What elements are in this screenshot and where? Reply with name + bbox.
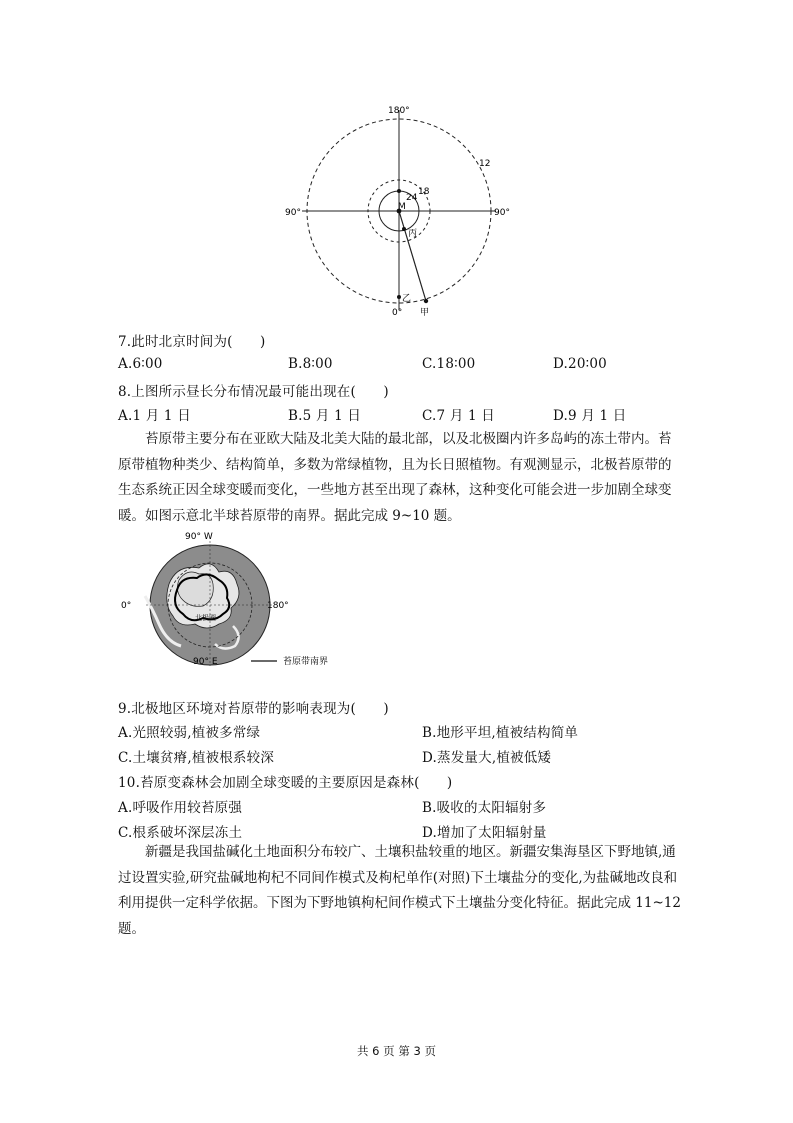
label-90e: 90° E — [193, 657, 218, 666]
q7-option-c[interactable]: C.18∶00 — [422, 356, 476, 372]
label-90w: 90° W — [185, 532, 213, 542]
q8-option-a[interactable]: A.1 月 1 日 — [118, 408, 191, 424]
q8-option-d[interactable]: D.9 月 1 日 — [553, 408, 627, 424]
q10-option-c[interactable]: C.根系破坏深层冻土 — [118, 825, 243, 841]
legend-label: 苔原带南界 — [283, 657, 329, 666]
label-arctic-circle: 北极圈 — [195, 614, 216, 622]
label-jia: 甲 — [420, 308, 430, 318]
q8-option-b[interactable]: B.5 月 1 日 — [288, 408, 362, 424]
q7-option-b[interactable]: B.8∶00 — [288, 356, 333, 372]
q9-option-a[interactable]: A.光照较弱,植被多常绿 — [118, 725, 261, 741]
label-0: 0° — [392, 308, 403, 318]
label-180: 180° — [388, 106, 410, 116]
label-90-left: 90° — [285, 208, 301, 218]
q9-option-d[interactable]: D.蒸发量大,植被低矮 — [422, 750, 552, 766]
q8-option-c[interactable]: C.7 月 1 日 — [422, 408, 495, 424]
q7-option-a[interactable]: A.6∶00 — [118, 356, 163, 372]
label-yi: 乙 — [402, 294, 412, 304]
passage-tundra: 苔原带主要分布在亚欧大陆及北美大陆的最北部，以及北极圈内许多岛屿的冻土带内。苔原带植物种类少、结构简单，多数为常绿植物，且为长日照植物。有观测显示，北极苔原带的生态系统正因全球变暖而变化，一些地方甚至出现了森林，这种变化可能会进一步加剧全球变暖。如图示意北半球苔原带的南界。据此完成 9~10 题。 — [118, 431, 672, 524]
q10-stem: 10.苔原变森林会加剧全球变暖的主要原因是森林( ) — [118, 775, 453, 791]
page-footer: 共 6 页 第 3 页 — [357, 1044, 436, 1058]
point-jia — [424, 299, 428, 303]
q9-option-c[interactable]: C.土壤贫瘠,植被根系较深 — [118, 750, 275, 766]
polar-daylight-diagram — [280, 100, 520, 322]
passage-saline-soil: 新疆是我国盐碱化土地面积分布较广、土壤积盐较重的地区。新疆安集海垦区下野地镇,通过设置实验,研究盐碱地枸杞不同间作模式及枸杞单作(对照)下土壤盐分的变化,为盐碱地改良和利用提供一定科学依据。下图为下野地镇枸杞间作模式下土壤盐分变化特征。据此完成 11~12 题。 — [118, 844, 681, 937]
label-bing: 丙 — [408, 229, 418, 239]
q10-option-b[interactable]: B.吸收的太阳辐射多 — [422, 800, 547, 816]
point-yi — [397, 295, 401, 299]
label-24: 24 — [406, 193, 418, 203]
q10-option-a[interactable]: A.呼吸作用较苔原强 — [118, 800, 243, 816]
point-24 — [397, 189, 401, 193]
q10-option-d[interactable]: D.增加了太阳辐射量 — [422, 825, 547, 841]
point-bing — [402, 227, 406, 231]
arctic-tundra-map — [115, 528, 365, 666]
jia-line — [399, 211, 426, 301]
label-m: M — [398, 202, 406, 212]
q7-option-d[interactable]: D.20∶00 — [553, 356, 607, 372]
q8-stem: 8.上图所示昼长分布情况最可能出现在( ) — [118, 384, 389, 400]
label-180-deg: 180° — [267, 601, 289, 611]
q7-stem: 7.此时北京时间为( ) — [118, 334, 266, 350]
label-0-deg: 0° — [121, 601, 132, 611]
q9-stem: 9.北极地区环境对苔原带的影响表现为( ) — [118, 701, 389, 717]
label-18: 18 — [418, 187, 430, 197]
label-90-right: 90° — [494, 208, 510, 218]
label-12: 12 — [479, 159, 491, 169]
q9-option-b[interactable]: B.地形平坦,植被结构简单 — [422, 725, 579, 741]
